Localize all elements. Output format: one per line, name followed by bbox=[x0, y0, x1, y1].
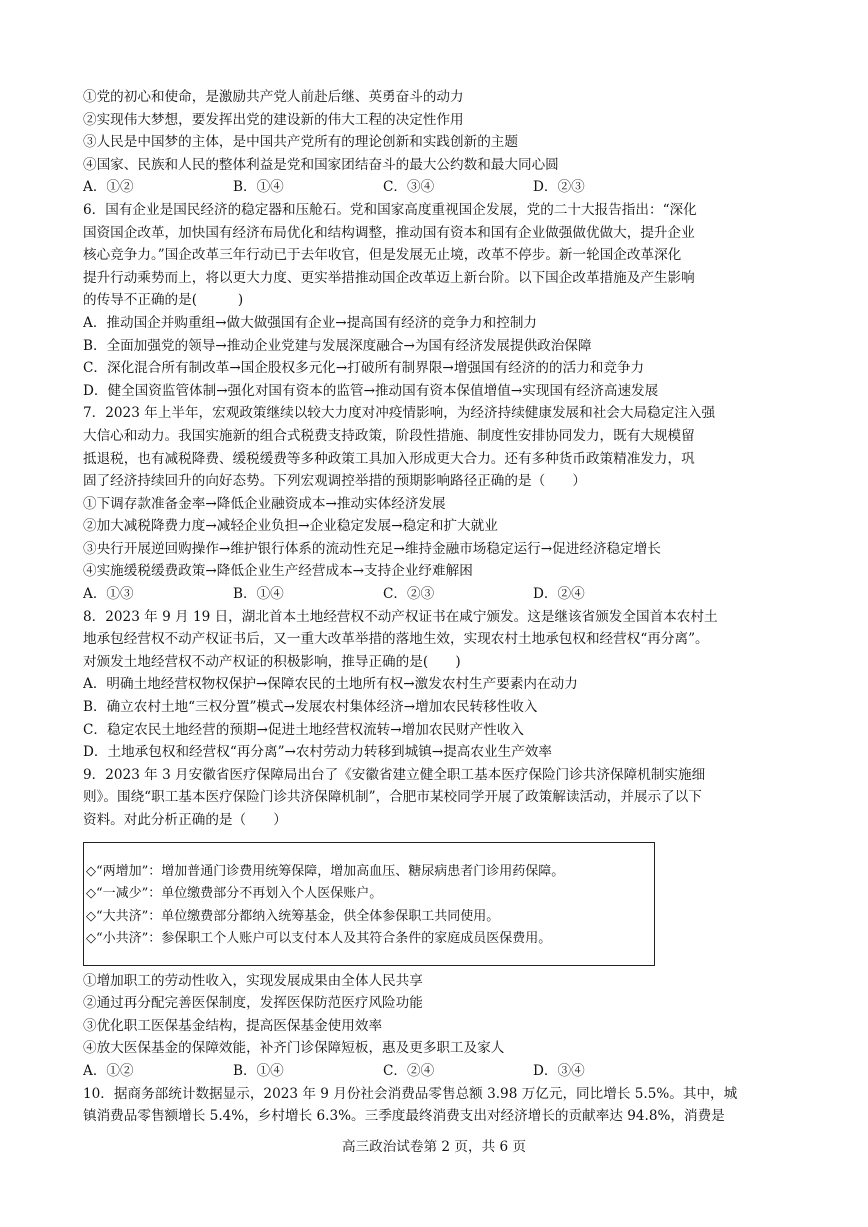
q9-stem bbox=[83, 764, 788, 832]
statement: ①增加职工的劳动性收入，实现发展成果由全体人民共享 bbox=[83, 972, 423, 989]
statement: ①下调存款准备金率→降低企业融资成本→推动实体经济发展 bbox=[83, 495, 446, 512]
stem-line: 6．国有企业是国民经济的稳定器和压舱石。党和国家高度重视国企发展，党的二十大报告指出：“深化 bbox=[83, 201, 697, 218]
statement: ③央行开展逆回购操作→维护银行体系的流动性充足→维持金融市场稳定运行→促进经济稳定增长 bbox=[83, 540, 661, 557]
q5-statements bbox=[83, 86, 788, 176]
stem-line: 9．2023 年 3 月安徽省医疗保障局出台了《安徽省建立健全职工基本医疗保险门诊共济保障机制实施细 bbox=[83, 766, 706, 783]
exam-page bbox=[83, 86, 788, 1128]
q7-stem bbox=[83, 402, 788, 492]
stem-line: 抵退税，也有减税降费、缓税缓费等多种政策工具加入形成更大合力。还有多种货币政策精准发力，巩 bbox=[83, 450, 695, 467]
choice: A．明确土地经营权物权保护→保障农民的土地所有权→激发农村生产要素内在动力 bbox=[83, 676, 578, 693]
q6-choices bbox=[83, 312, 788, 402]
q8-stem bbox=[83, 606, 788, 674]
stem-line: 核心竞争力。”国企改革三年行动已于去年收官，但是发展无止境，改革不停步。新一轮国企改革深化 bbox=[83, 247, 682, 264]
box-line: ◇“两增加”：增加普通门诊费用统筹保障，增加高血压、糖尿病患者门诊用药保障。 bbox=[86, 863, 565, 879]
q7-statements bbox=[83, 493, 788, 583]
q7-options bbox=[83, 583, 788, 606]
page-footer: 高三政治试卷第 2 页，共 6 页 bbox=[341, 1139, 527, 1155]
choice: C．深化混合所有制改革→国企股权多元化→打破所有制界限→增强国有经济的的活力和竞争力 bbox=[83, 360, 645, 377]
statement: ③人民是中国梦的主体，是中国共产党所有的理论创新和实践创新的主题 bbox=[83, 134, 518, 151]
statement: ④放大医保基金的保障效能，补齐门诊保障短板，惠及更多职工及家人 bbox=[83, 1040, 505, 1057]
choice: B．全面加强党的领导→推动企业党建与发展深度融合→为国有经济发展提供政治保障 bbox=[83, 337, 592, 354]
box-line: ◇“小共济”：参保职工个人账户可以支付本人及其符合条件的家庭成员医保费用。 bbox=[86, 931, 552, 947]
statement: ③优化职工医保基金结构，提高医保基金使用效率 bbox=[83, 1017, 383, 1034]
stem-line: 固了经济持续回升的向好态势。下列宏观调控举措的预期影响路径正确的是（ ） bbox=[83, 473, 586, 490]
option: A．①② bbox=[83, 1062, 134, 1079]
option: C．②③ bbox=[383, 586, 435, 603]
box-line: ◇“一减少”：单位缴费部分不再划入个人医保账户。 bbox=[86, 886, 383, 902]
q10-stem bbox=[83, 1083, 788, 1128]
statement: ②通过再分配完善医保制度，发挥医保防范医疗风险功能 bbox=[83, 995, 423, 1012]
stem-line: 7．2023 年上半年，宏观政策继续以较大力度对冲疫情影响，为经济持续健康发展和社会大局稳定注入强 bbox=[83, 405, 716, 422]
choice: C．稳定农民土地经营的预期→促进土地经营权流转→增加农民财产性收入 bbox=[83, 721, 524, 738]
option: A．①② bbox=[83, 179, 134, 196]
stem-line: 的传导不正确的是( ) bbox=[83, 292, 244, 309]
choice: D．健全国资监管体制→强化对国有资本的监管→推动国有资本保值增值→实现国有经济高速发展 bbox=[83, 382, 659, 399]
box-line: ◇“大共济”：单位缴费部分都纳入统筹基金，供全体参保职工共同使用。 bbox=[86, 908, 500, 924]
statement: ①党的初心和使命，是激励共产党人前赴后继、英勇奋斗的动力 bbox=[83, 89, 464, 105]
stem-line: 8．2023 年 9 月 19 日，湖北首本土地经营权不动产权证书在咸宁颁发。这是继该省颁发全国首本农村土 bbox=[83, 608, 718, 625]
statement: ②实现伟大梦想，要发挥出党的建设新的伟大工程的决定性作用 bbox=[83, 111, 464, 128]
stem-line: 则》。围绕“职工基本医疗保险门诊共济保障机制”，合肥市某校同学开展了政策解读活动，并展示了以下 bbox=[83, 789, 702, 806]
q8-choices bbox=[83, 673, 788, 763]
choice: B．确立农村土地“三权分置”模式→发展农村集体经济→增加农民转移性收入 bbox=[83, 699, 538, 716]
q6-stem bbox=[83, 199, 788, 312]
option: A．①③ bbox=[83, 586, 134, 603]
option: B．①④ bbox=[233, 586, 284, 603]
option: B．①④ bbox=[233, 179, 284, 196]
statement: ④国家、民族和人民的整体利益是党和国家团结奋斗的最大公约数和最大同心圆 bbox=[83, 156, 559, 173]
stem-line: 10．据商务部统计数据显示，2023 年 9 月份社会消费品零售总额 3.98 万亿元，同比增长 5.5%。其中，城 bbox=[83, 1085, 738, 1102]
option: C．③④ bbox=[383, 179, 435, 196]
stem-line: 大信心和动力。我国实施新的组合式税费支持政策，阶段性措施、制度性安排协同发力，既有大规模留 bbox=[83, 427, 695, 444]
stem-line: 提升行动乘势而上，将以更大力度、更实举措推动国企改革迈上新台阶。以下国企改革措施及产生影响 bbox=[83, 269, 695, 286]
q5-options bbox=[83, 176, 788, 199]
choice: A．推动国企并购重组→做大做强国有企业→提高国有经济的竞争力和控制力 bbox=[83, 314, 538, 331]
option: D．②③ bbox=[533, 179, 585, 196]
statement: ②加大减税降费力度→减轻企业负担→企业稳定发展→稳定和扩大就业 bbox=[83, 518, 498, 535]
policy-material-box bbox=[83, 842, 655, 966]
stem-line: 对颁发土地经营权不动产权证的积极影响，推导正确的是( ) bbox=[83, 653, 461, 670]
stem-line: 地承包经营权不动产权证书后，又一重大改革举措的落地生效，实现农村土地承包权和经营权“再分离”。 bbox=[83, 631, 709, 648]
stem-line: 资料。对此分析正确的是（ ） bbox=[83, 812, 287, 828]
option: C．②④ bbox=[383, 1062, 435, 1079]
stem-line: 镇消费品零售额增长 5.4%，乡村增长 6.3%。三季度最终消费支出对经济增长的贡献率达 94.8%，消费是 bbox=[83, 1108, 725, 1125]
statement: ④实施缓税缓费政策→降低企业生产经营成本→支持企业纾难解困 bbox=[83, 563, 473, 580]
q9-statements bbox=[83, 970, 788, 1060]
option: D．③④ bbox=[533, 1062, 585, 1079]
stem-line: 国资国企改革，加快国有经济布局优化和结构调整，推动国有资本和国有企业做强做优做大，提升企业 bbox=[83, 224, 695, 241]
q9-options bbox=[83, 1060, 788, 1083]
choice: D．土地承包权和经营权“再分离”→农村劳动力转移到城镇→提高农业生产效率 bbox=[83, 744, 552, 761]
option: B．①④ bbox=[233, 1062, 284, 1079]
option: D．②④ bbox=[533, 586, 585, 603]
